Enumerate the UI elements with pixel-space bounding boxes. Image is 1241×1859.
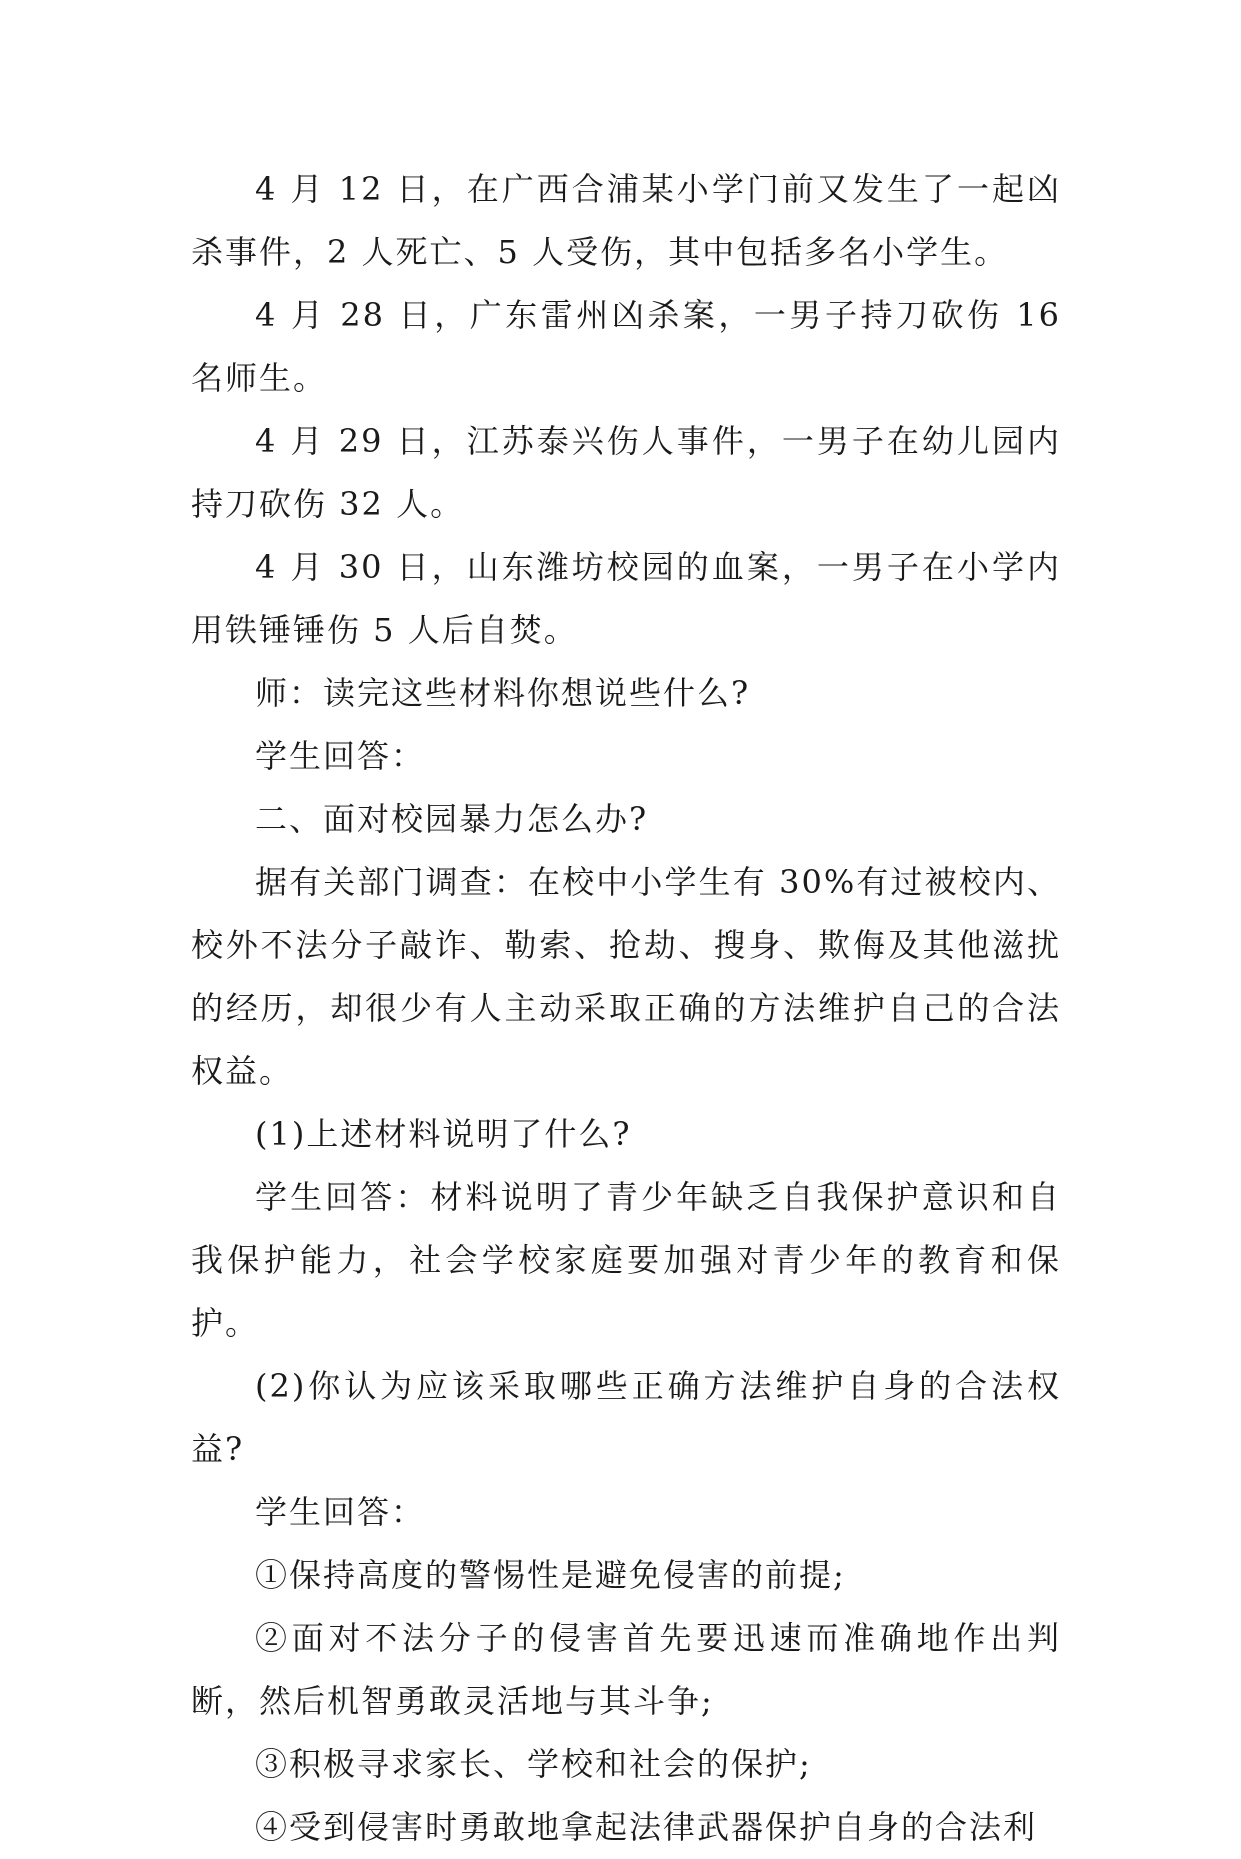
paragraph-incident-apr30: 4 月 30 日，山东潍坊校园的血案，一男子在小学内用铁锤锤伤 5 人后自焚。 <box>191 548 1061 649</box>
paragraph-survey: 据有关部门调查：在校中小学生有 30%有过被校内、校外不法分子敲诈、勒索、抢劫、搜身、欺侮及其他滋扰的经历，却很少有人主动采取正确的方法维护自己的合法权益。 <box>191 863 1061 1090</box>
section-heading-2: 二、面对校园暴力怎么办? <box>255 800 649 838</box>
list-item-4: ④受到侵害时勇敢地拿起法律武器保护自身的合法利 <box>255 1808 1038 1846</box>
paragraph-question-2: (2)你认为应该采取哪些正确方法维护自身的合法权益? <box>191 1367 1061 1468</box>
document-body <box>191 158 1061 1859</box>
list-item-1: ①保持高度的警惕性是避免侵害的前提; <box>255 1556 846 1594</box>
paragraph-answer-1: 学生回答：材料说明了青少年缺乏自我保护意识和自我保护能力，社会学校家庭要加强对青少年的教育和保护。 <box>191 1178 1061 1342</box>
list-item-2: ②面对不法分子的侵害首先要迅速而准确地作出判断，然后机智勇敢灵活地与其斗争; <box>191 1619 1061 1720</box>
paragraph-student-answer-label-2: 学生回答： <box>255 1493 426 1531</box>
paragraph-incident-apr29: 4 月 29 日，江苏泰兴伤人事件，一男子在幼儿园内持刀砍伤 32 人。 <box>191 422 1061 523</box>
list-item-3: ③积极寻求家长、学校和社会的保护; <box>255 1745 812 1783</box>
paragraph-student-answer-label: 学生回答： <box>255 737 426 775</box>
paragraph-question-1: (1)上述材料说明了什么? <box>255 1115 632 1153</box>
paragraph-incident-apr28: 4 月 28 日，广东雷州凶杀案，一男子持刀砍伤 16 名师生。 <box>191 296 1061 397</box>
paragraph-teacher-question: 师：读完这些材料你想说些什么? <box>255 674 751 712</box>
paragraph-incident-apr12: 4 月 12 日，在广西合浦某小学门前又发生了一起凶杀事件，2 人死亡、5 人受伤，其中包括多名小学生。 <box>191 170 1061 271</box>
